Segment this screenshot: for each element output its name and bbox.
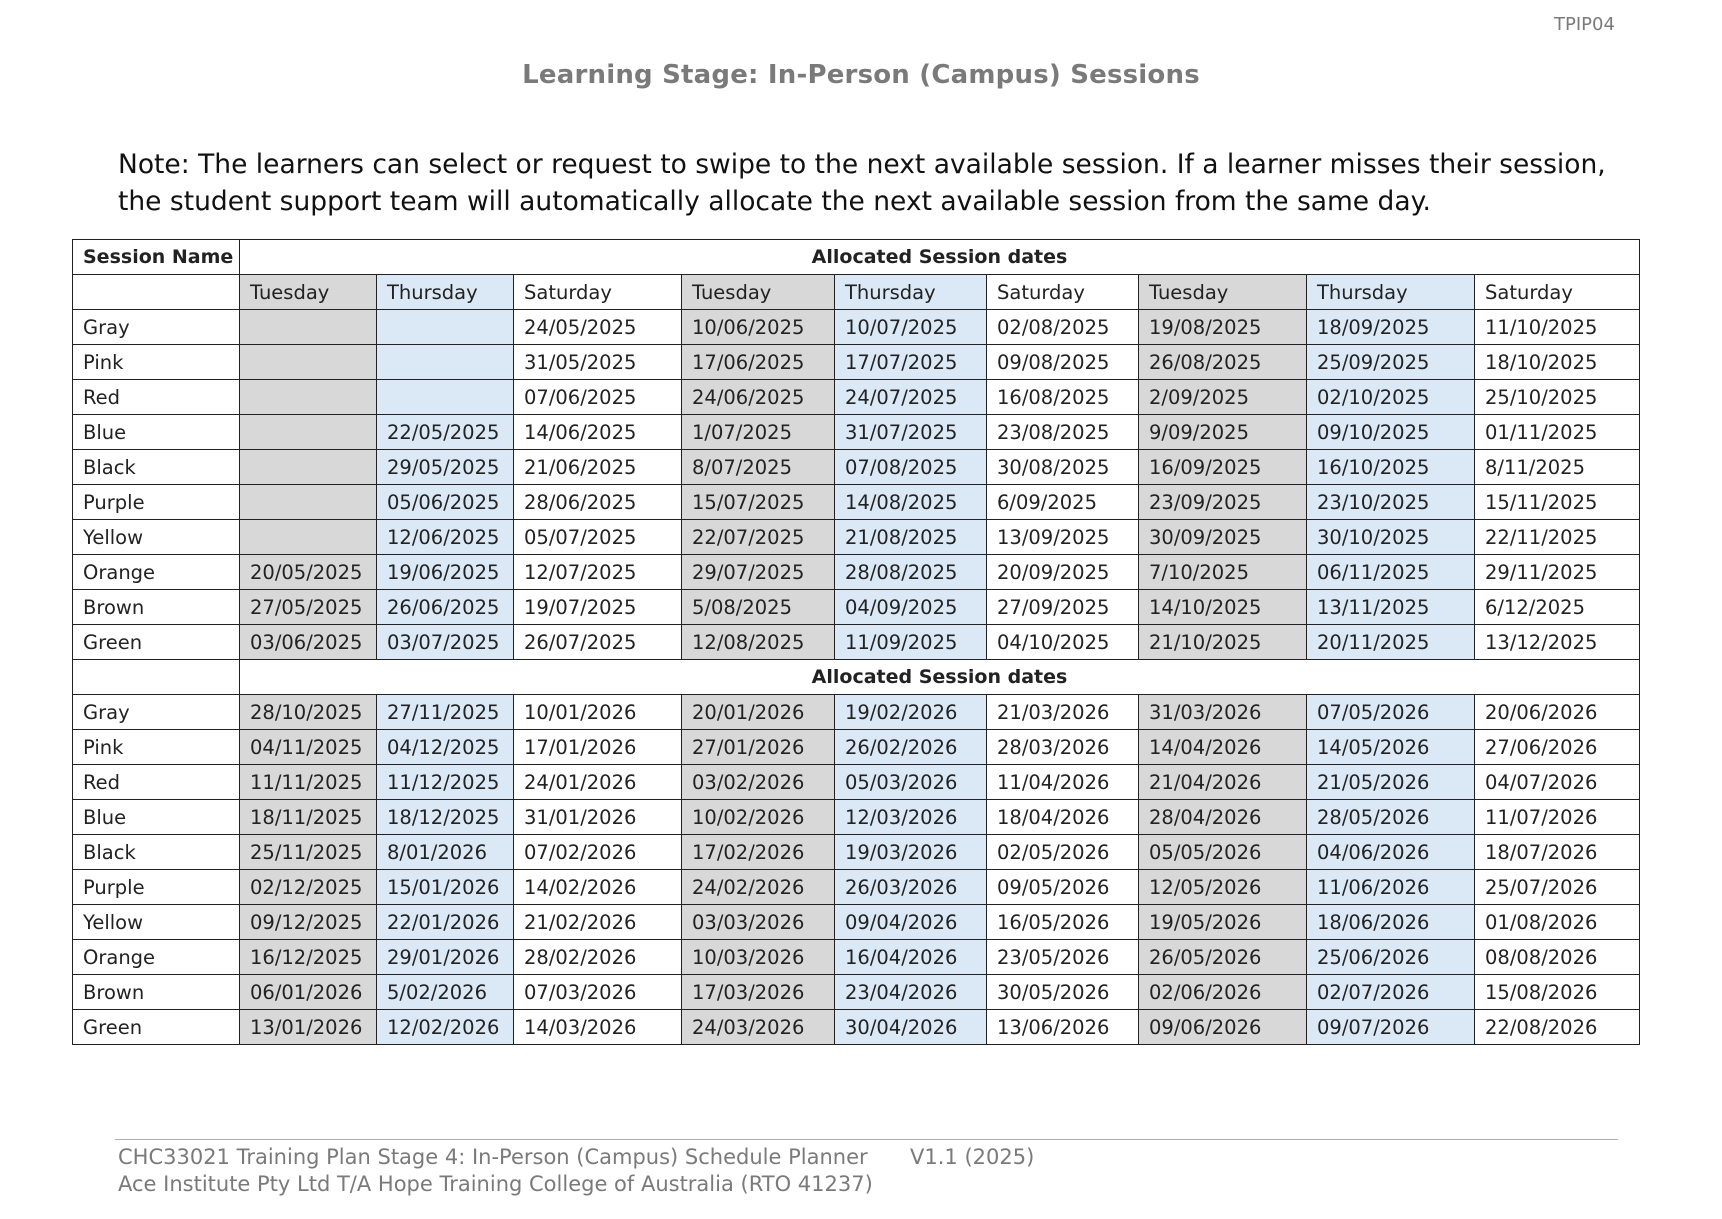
session-date-cell: 13/09/2025 [987,520,1139,555]
session-date-cell: 17/07/2025 [835,345,987,380]
session-date-cell: 09/05/2026 [987,870,1139,905]
session-name: Black [73,450,240,485]
session-date-cell: 13/01/2026 [240,1010,377,1045]
session-date-cell: 13/06/2026 [987,1010,1139,1045]
session-date-cell: 29/01/2026 [377,940,514,975]
session-date-cell: 07/03/2026 [514,975,682,1010]
session-date-cell: 01/08/2026 [1475,905,1640,940]
session-date-cell: 26/03/2026 [835,870,987,905]
session-date-cell: 30/10/2025 [1307,520,1475,555]
session-date-cell: 21/06/2025 [514,450,682,485]
session-date-cell: 02/07/2026 [1307,975,1475,1010]
session-date-cell: 02/12/2025 [240,870,377,905]
session-date-cell: 14/02/2026 [514,870,682,905]
footer-course-title: CHC33021 Training Plan Stage 4: In-Person (Campus) Schedule Planner [118,1145,868,1169]
allocated-dates-header: Allocated Session dates [240,660,1640,695]
session-date-cell: 28/02/2026 [514,940,682,975]
session-date-cell: 23/08/2025 [987,415,1139,450]
session-date-cell: 05/03/2026 [835,765,987,800]
session-date-cell: 07/02/2026 [514,835,682,870]
session-date-cell: 17/03/2026 [682,975,835,1010]
session-date-cell: 27/05/2025 [240,590,377,625]
session-date-cell: 9/09/2025 [1139,415,1307,450]
session-date-cell: 19/07/2025 [514,590,682,625]
session-date-cell: 21/10/2025 [1139,625,1307,660]
session-date-cell: 18/07/2026 [1475,835,1640,870]
session-date-cell: 13/11/2025 [1307,590,1475,625]
session-name: Orange [73,555,240,590]
session-date-cell [377,310,514,345]
session-date-cell: 10/01/2026 [514,695,682,730]
session-date-cell: 22/11/2025 [1475,520,1640,555]
table-row [73,625,1640,660]
session-date-cell: 12/05/2026 [1139,870,1307,905]
session-date-cell: 04/11/2025 [240,730,377,765]
session-date-cell: 05/05/2026 [1139,835,1307,870]
session-date-cell: 14/10/2025 [1139,590,1307,625]
session-date-cell: 29/05/2025 [377,450,514,485]
session-date-cell: 09/12/2025 [240,905,377,940]
session-date-cell: 07/06/2025 [514,380,682,415]
session-name: Green [73,625,240,660]
session-date-cell: 21/08/2025 [835,520,987,555]
session-date-cell: 06/01/2026 [240,975,377,1010]
session-date-cell: 14/05/2026 [1307,730,1475,765]
document-code: TPIP04 [1554,14,1615,35]
session-date-cell: 03/02/2026 [682,765,835,800]
session-date-cell: 20/09/2025 [987,555,1139,590]
session-date-cell: 23/10/2025 [1307,485,1475,520]
session-date-cell: 18/04/2026 [987,800,1139,835]
table-row [73,695,1640,730]
table-row [73,590,1640,625]
session-date-cell: 26/08/2025 [1139,345,1307,380]
session-name: Gray [73,695,240,730]
session-date-cell: 19/03/2026 [835,835,987,870]
session-name: Red [73,765,240,800]
day-header: Thursday [835,275,987,310]
table-row [73,1010,1640,1045]
page-title: Learning Stage: In-Person (Campus) Sessions [522,60,1200,90]
allocated-dates-header: Allocated Session dates [240,240,1640,275]
session-date-cell: 23/04/2026 [835,975,987,1010]
table-row [73,310,1640,345]
session-note: Note: The learners can select or request to swipe to the next available session. If a learner misses their session, the student support team will automatically allocate the next available session from the same day. [118,149,1606,217]
session-date-cell: 19/05/2026 [1139,905,1307,940]
session-date-cell: 18/10/2025 [1475,345,1640,380]
session-date-cell [377,380,514,415]
session-date-cell: 23/05/2026 [987,940,1139,975]
table-row [73,380,1640,415]
session-name: Pink [73,345,240,380]
session-date-cell [240,345,377,380]
session-date-cell: 25/07/2026 [1475,870,1640,905]
session-date-cell: 23/09/2025 [1139,485,1307,520]
session-date-cell: 31/03/2026 [1139,695,1307,730]
session-date-cell: 31/05/2025 [514,345,682,380]
session-date-cell [240,415,377,450]
session-date-cell: 12/03/2026 [835,800,987,835]
session-date-cell: 03/06/2025 [240,625,377,660]
session-date-cell: 24/03/2026 [682,1010,835,1045]
session-date-cell: 24/01/2026 [514,765,682,800]
session-date-cell: 09/10/2025 [1307,415,1475,450]
session-name: Gray [73,310,240,345]
session-date-cell: 28/04/2026 [1139,800,1307,835]
footer-divider [115,1139,1618,1140]
session-date-cell: 05/07/2025 [514,520,682,555]
session-date-cell: 22/01/2026 [377,905,514,940]
day-header: Thursday [377,275,514,310]
table-row [73,765,1640,800]
session-date-cell: 07/08/2025 [835,450,987,485]
day-header: Saturday [514,275,682,310]
session-date-cell: 27/09/2025 [987,590,1139,625]
session-date-cell: 28/03/2026 [987,730,1139,765]
table-row [73,730,1640,765]
day-header: Saturday [1475,275,1640,310]
session-date-cell: 09/07/2026 [1307,1010,1475,1045]
session-date-cell: 19/08/2025 [1139,310,1307,345]
session-date-cell: 21/03/2026 [987,695,1139,730]
session-date-cell: 16/04/2026 [835,940,987,975]
table-row [73,975,1640,1010]
session-date-cell: 21/05/2026 [1307,765,1475,800]
schedule-body [73,240,1640,1045]
table-row [73,905,1640,940]
session-date-cell: 20/01/2026 [682,695,835,730]
session-name: Brown [73,590,240,625]
session-date-cell: 10/07/2025 [835,310,987,345]
session-date-cell: 26/05/2026 [1139,940,1307,975]
session-date-cell: 29/11/2025 [1475,555,1640,590]
day-header: Saturday [987,275,1139,310]
session-date-cell: 6/09/2025 [987,485,1139,520]
session-name: Blue [73,415,240,450]
session-date-cell: 20/05/2025 [240,555,377,590]
session-date-cell: 14/04/2026 [1139,730,1307,765]
session-date-cell: 6/12/2025 [1475,590,1640,625]
session-date-cell: 18/09/2025 [1307,310,1475,345]
session-date-cell: 13/12/2025 [1475,625,1640,660]
session-date-cell: 27/06/2026 [1475,730,1640,765]
session-date-cell: 04/09/2025 [835,590,987,625]
session-name: Blue [73,800,240,835]
session-date-cell: 15/11/2025 [1475,485,1640,520]
session-date-cell: 27/01/2026 [682,730,835,765]
session-date-cell: 26/06/2025 [377,590,514,625]
session-date-cell: 04/07/2026 [1475,765,1640,800]
session-date-cell: 8/11/2025 [1475,450,1640,485]
session-name: Black [73,835,240,870]
session-date-cell [240,310,377,345]
block-header-row [73,660,1640,695]
session-date-cell: 17/01/2026 [514,730,682,765]
session-name: Yellow [73,520,240,555]
session-date-cell: 25/09/2025 [1307,345,1475,380]
session-date-cell: 25/10/2025 [1475,380,1640,415]
session-date-cell: 09/04/2026 [835,905,987,940]
session-date-cell: 09/08/2025 [987,345,1139,380]
session-date-cell [240,520,377,555]
session-date-cell: 18/12/2025 [377,800,514,835]
session-date-cell: 28/06/2025 [514,485,682,520]
session-date-cell: 14/06/2025 [514,415,682,450]
session-name: Purple [73,870,240,905]
session-date-cell [240,485,377,520]
session-date-cell: 02/06/2026 [1139,975,1307,1010]
session-date-cell: 11/04/2026 [987,765,1139,800]
table-row [73,345,1640,380]
session-date-cell: 7/10/2025 [1139,555,1307,590]
session-date-cell: 07/05/2026 [1307,695,1475,730]
session-date-cell: 28/08/2025 [835,555,987,590]
session-date-cell: 22/08/2026 [1475,1010,1640,1045]
session-date-cell: 11/12/2025 [377,765,514,800]
block-header-blank [73,660,240,695]
session-date-cell: 12/02/2026 [377,1010,514,1045]
session-date-cell: 03/07/2025 [377,625,514,660]
footer-organisation: Ace Institute Pty Ltd T/A Hope Training College of Australia (RTO 41237) [118,1172,873,1196]
session-name: Brown [73,975,240,1010]
session-date-cell: 15/01/2026 [377,870,514,905]
session-date-cell: 04/12/2025 [377,730,514,765]
session-date-cell: 12/07/2025 [514,555,682,590]
session-date-cell: 10/03/2026 [682,940,835,975]
session-date-cell: 11/09/2025 [835,625,987,660]
session-date-cell: 19/06/2025 [377,555,514,590]
session-date-cell: 8/07/2025 [682,450,835,485]
session-date-cell: 10/06/2025 [682,310,835,345]
session-name: Yellow [73,905,240,940]
session-date-cell: 25/11/2025 [240,835,377,870]
session-date-cell: 16/08/2025 [987,380,1139,415]
session-date-cell: 25/06/2026 [1307,940,1475,975]
session-date-cell: 22/05/2025 [377,415,514,450]
session-name: Pink [73,730,240,765]
session-date-cell: 28/10/2025 [240,695,377,730]
session-date-cell: 8/01/2026 [377,835,514,870]
session-name: Red [73,380,240,415]
session-date-cell: 30/04/2026 [835,1010,987,1045]
session-date-cell: 11/06/2026 [1307,870,1475,905]
session-date-cell: 1/07/2025 [682,415,835,450]
session-date-cell: 06/11/2025 [1307,555,1475,590]
session-date-cell: 5/02/2026 [377,975,514,1010]
session-date-cell: 21/04/2026 [1139,765,1307,800]
session-date-cell: 11/07/2026 [1475,800,1640,835]
session-date-cell: 04/06/2026 [1307,835,1475,870]
session-date-cell: 10/02/2026 [682,800,835,835]
day-header-row [73,275,1640,310]
session-date-cell [377,345,514,380]
session-date-cell: 30/05/2026 [987,975,1139,1010]
session-date-cell: 28/05/2026 [1307,800,1475,835]
session-date-cell: 31/01/2026 [514,800,682,835]
session-date-cell: 20/06/2026 [1475,695,1640,730]
session-date-cell: 2/09/2025 [1139,380,1307,415]
session-date-cell: 04/10/2025 [987,625,1139,660]
session-date-cell: 24/02/2026 [682,870,835,905]
table-row [73,485,1640,520]
session-date-cell: 16/09/2025 [1139,450,1307,485]
session-date-cell: 27/11/2025 [377,695,514,730]
day-header-blank [73,275,240,310]
session-date-cell: 15/07/2025 [682,485,835,520]
table-row [73,800,1640,835]
table-row [73,940,1640,975]
session-date-cell: 17/06/2025 [682,345,835,380]
session-date-cell: 08/08/2026 [1475,940,1640,975]
day-header: Tuesday [240,275,377,310]
session-date-cell: 09/06/2026 [1139,1010,1307,1045]
session-date-cell: 12/08/2025 [682,625,835,660]
session-date-cell: 12/06/2025 [377,520,514,555]
session-date-cell: 16/12/2025 [240,940,377,975]
session-date-cell: 17/02/2026 [682,835,835,870]
table-row [73,520,1640,555]
table-header-row [73,240,1640,275]
session-date-cell: 01/11/2025 [1475,415,1640,450]
session-date-cell: 21/02/2026 [514,905,682,940]
session-date-cell: 30/08/2025 [987,450,1139,485]
session-date-cell: 31/07/2025 [835,415,987,450]
session-date-cell: 26/02/2026 [835,730,987,765]
session-date-cell: 02/05/2026 [987,835,1139,870]
footer-version: V1.1 (2025) [910,1145,1035,1169]
session-date-cell: 20/11/2025 [1307,625,1475,660]
session-date-cell: 16/10/2025 [1307,450,1475,485]
session-date-cell [240,380,377,415]
table-row [73,450,1640,485]
table-row [73,415,1640,450]
session-date-cell: 11/11/2025 [240,765,377,800]
session-date-cell: 02/08/2025 [987,310,1139,345]
session-date-cell [240,450,377,485]
session-date-cell: 14/03/2026 [514,1010,682,1045]
day-header: Tuesday [682,275,835,310]
table-row [73,555,1640,590]
session-date-cell: 24/07/2025 [835,380,987,415]
session-date-cell: 19/02/2026 [835,695,987,730]
session-date-cell: 18/06/2026 [1307,905,1475,940]
session-schedule-table [72,239,1640,1045]
session-date-cell: 15/08/2026 [1475,975,1640,1010]
session-date-cell: 5/08/2025 [682,590,835,625]
session-date-cell: 22/07/2025 [682,520,835,555]
session-date-cell: 24/05/2025 [514,310,682,345]
session-date-cell: 02/10/2025 [1307,380,1475,415]
session-date-cell: 29/07/2025 [682,555,835,590]
session-name-header: Session Name [73,240,240,275]
session-date-cell: 24/06/2025 [682,380,835,415]
session-date-cell: 05/06/2025 [377,485,514,520]
session-date-cell: 03/03/2026 [682,905,835,940]
session-date-cell: 26/07/2025 [514,625,682,660]
session-name: Purple [73,485,240,520]
session-date-cell: 11/10/2025 [1475,310,1640,345]
session-date-cell: 30/09/2025 [1139,520,1307,555]
session-date-cell: 18/11/2025 [240,800,377,835]
session-date-cell: 16/05/2026 [987,905,1139,940]
session-name: Orange [73,940,240,975]
day-header: Thursday [1307,275,1475,310]
table-row [73,870,1640,905]
table-row [73,835,1640,870]
session-name: Green [73,1010,240,1045]
session-date-cell: 14/08/2025 [835,485,987,520]
day-header: Tuesday [1139,275,1307,310]
